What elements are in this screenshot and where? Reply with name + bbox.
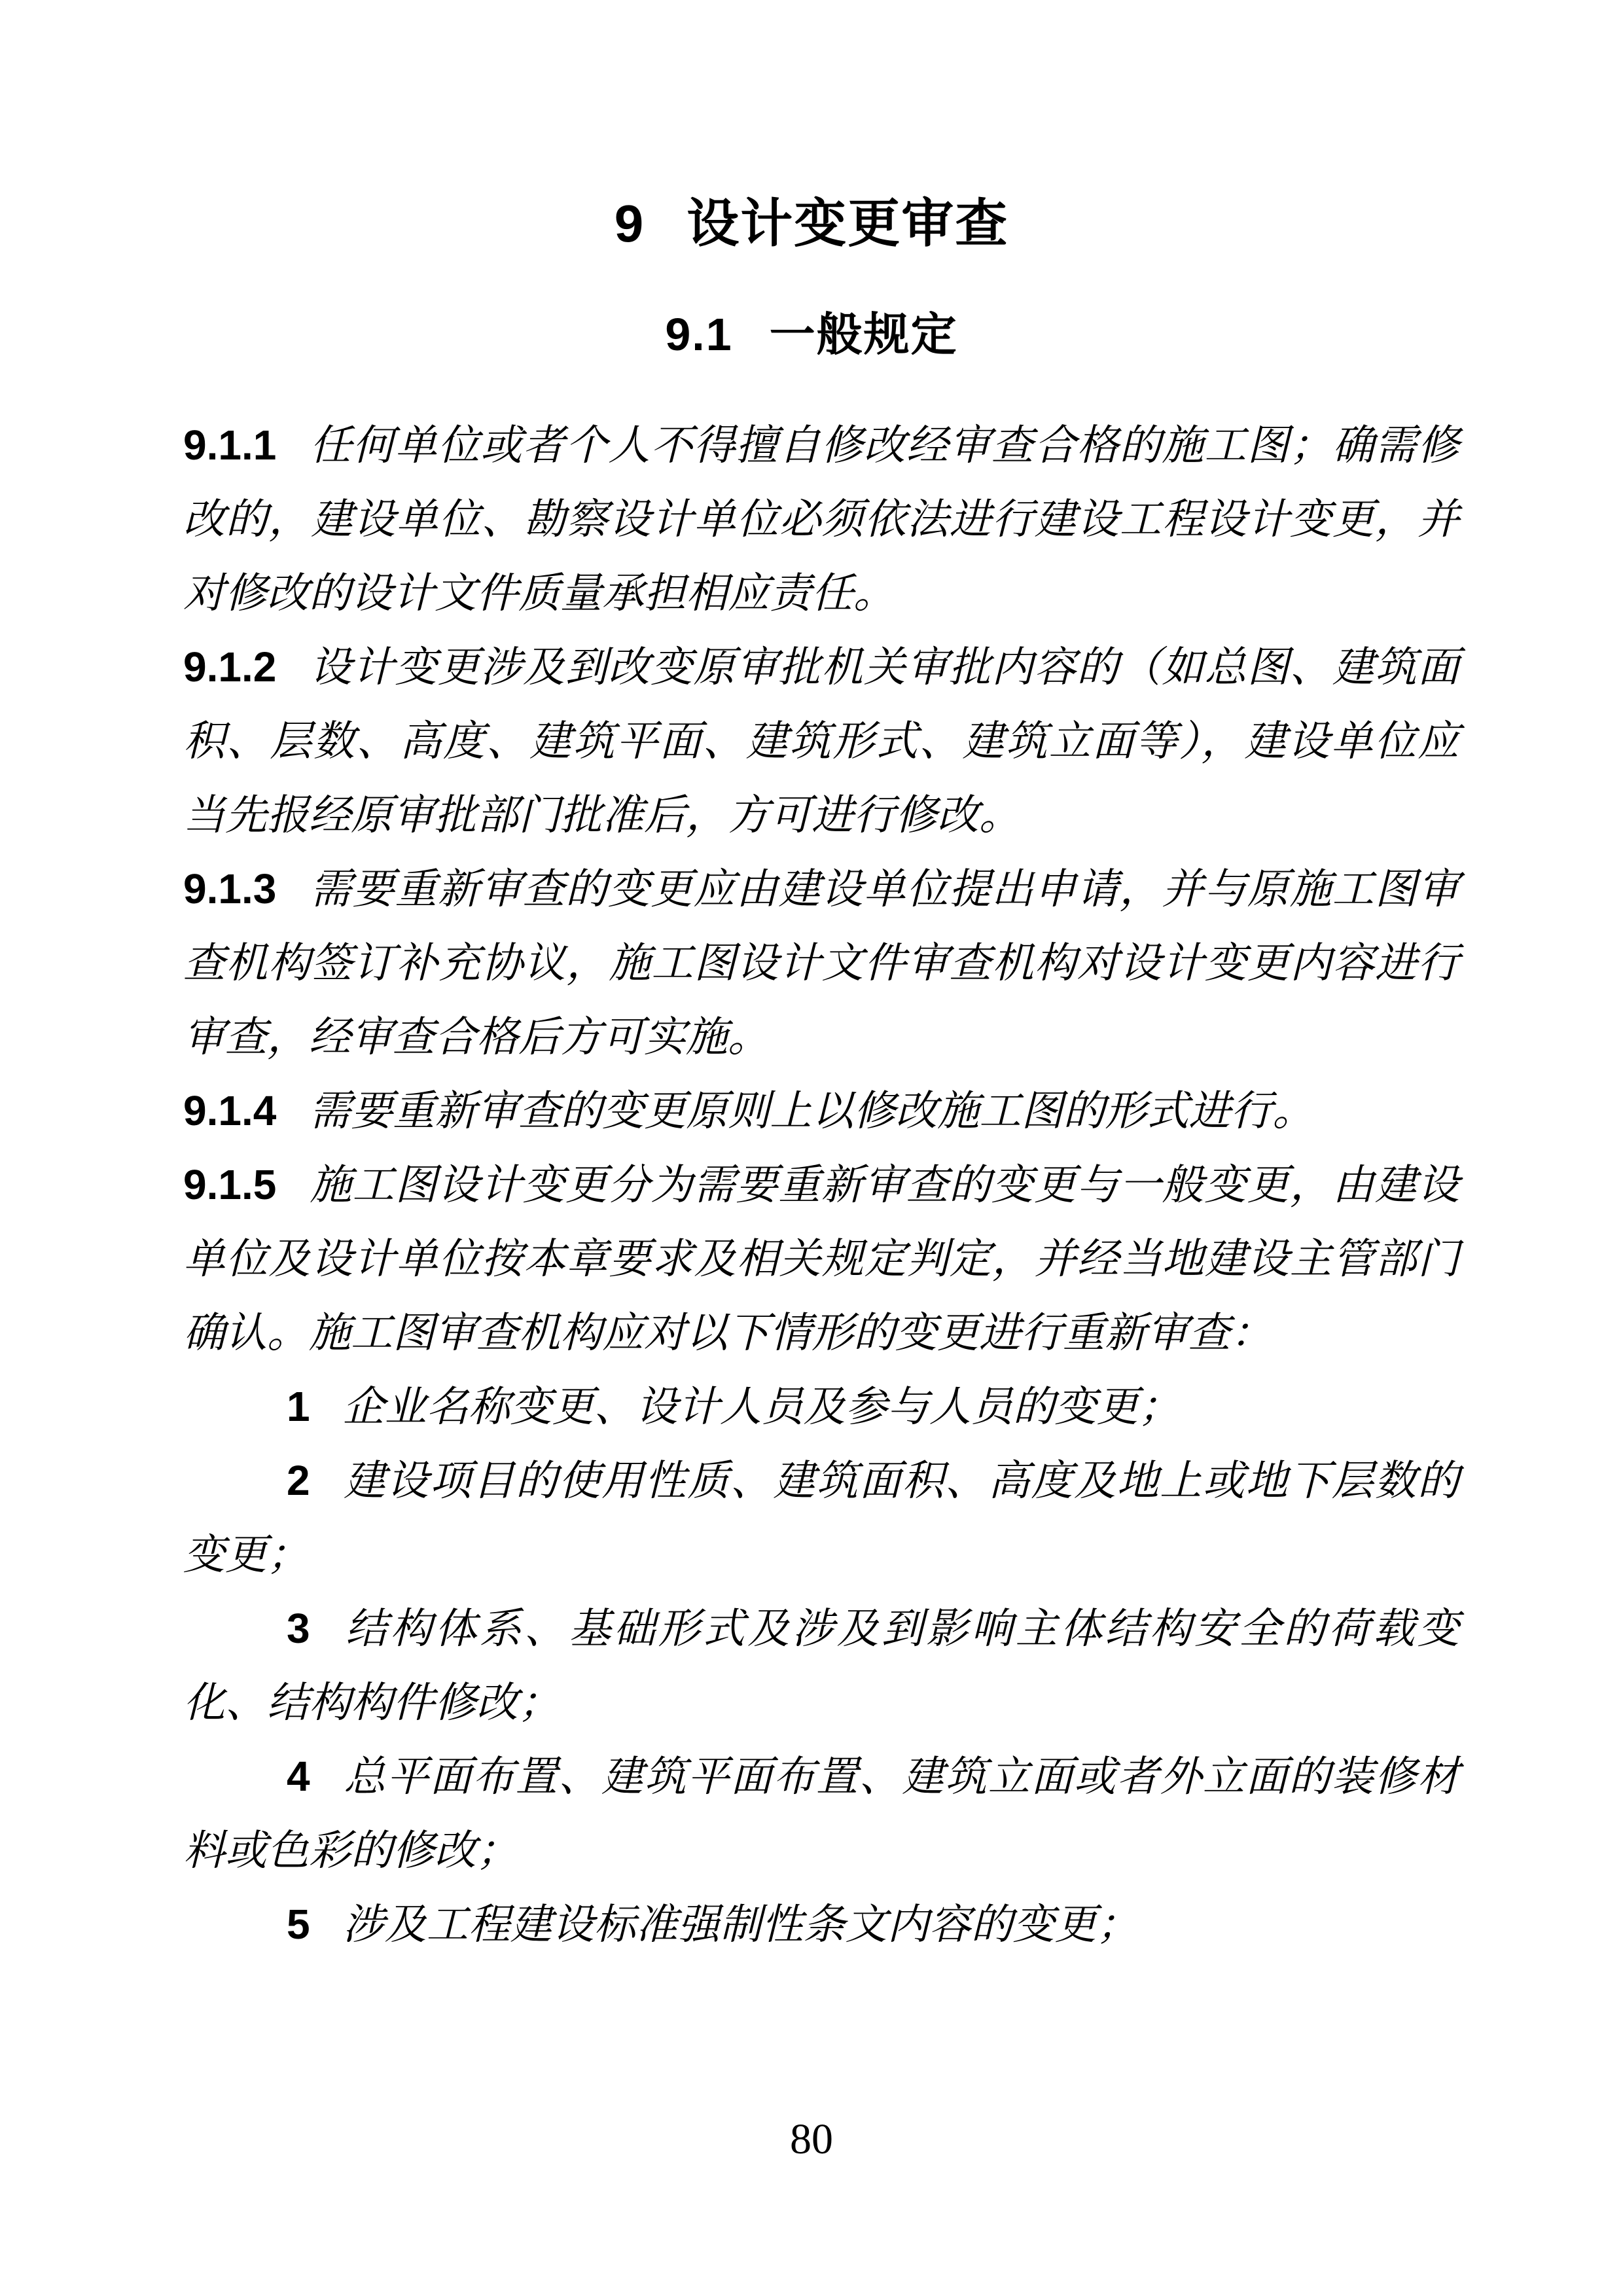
list-item-text: 结构体系、基础形式及涉及到影响主体结构安全的荷载变化、结构构件修改； bbox=[183, 1605, 1459, 1726]
list-item bbox=[183, 1592, 1459, 1740]
list-item bbox=[183, 1444, 1459, 1592]
clause-text: 设计变更涉及到改变原审批机关审批内容的（如总图、建筑面积、层数、高度、建筑平面、建筑形式、建筑立面等），建设单位应当先报经原审批部门批准后，方可进行修改。 bbox=[183, 644, 1459, 838]
clause-number: 9.1.2 bbox=[183, 643, 277, 691]
list-item-number: 2 bbox=[287, 1457, 310, 1504]
clause-paragraph bbox=[183, 1074, 1459, 1148]
body-text-block bbox=[183, 408, 1459, 1962]
section-heading bbox=[0, 305, 1623, 364]
list-item-number: 5 bbox=[287, 1901, 310, 1948]
clause-number: 9.1.1 bbox=[183, 422, 277, 469]
section-number: 9.1 bbox=[665, 309, 733, 360]
clause-paragraph bbox=[183, 1148, 1459, 1370]
page-number: 80 bbox=[790, 2115, 833, 2163]
list-item bbox=[183, 1370, 1459, 1444]
clause-text: 需要重新审查的变更原则上以修改施工图的形式进行。 bbox=[309, 1088, 1315, 1134]
clause-text: 任何单位或者个人不得擅自修改经审查合格的施工图；确需修改的，建设单位、勘察设计单位必须依法进行建设工程设计变更，并对修改的设计文件质量承担相应责任。 bbox=[183, 422, 1459, 617]
clause-paragraph bbox=[183, 852, 1459, 1074]
clause-text: 施工图设计变更分为需要重新审查的变更与一般变更，由建设单位及设计单位按本章要求及相关规定判定，并经当地建设主管部门确认。施工图审查机构应对以下情形的变更进行重新审查： bbox=[183, 1162, 1459, 1356]
list-item bbox=[183, 1740, 1459, 1888]
list-item-number: 4 bbox=[287, 1753, 310, 1800]
chapter-number: 9 bbox=[614, 194, 645, 253]
list-item-number: 3 bbox=[287, 1605, 310, 1652]
clause-paragraph bbox=[183, 408, 1459, 630]
clause-number: 9.1.3 bbox=[183, 865, 277, 912]
clause-text: 需要重新审查的变更应由建设单位提出申请，并与原施工图审查机构签订补充协议，施工图设计文件审查机构对设计变更内容进行审查，经审查合格后方可实施。 bbox=[183, 866, 1459, 1060]
list-item-text: 企业名称变更、设计人员及参与人员的变更； bbox=[342, 1384, 1181, 1430]
list-item-text: 建设项目的使用性质、建筑面积、高度及地上或地下层数的变更； bbox=[183, 1458, 1459, 1578]
clause-number: 9.1.5 bbox=[183, 1161, 277, 1208]
list-item-number: 1 bbox=[287, 1383, 310, 1430]
section-title: 一般规定 bbox=[769, 309, 958, 360]
clause-paragraph bbox=[183, 630, 1459, 852]
clause-number: 9.1.4 bbox=[183, 1087, 277, 1134]
list-item-text: 总平面布置、建筑平面布置、建筑立面或者外立面的装修材料或色彩的修改； bbox=[183, 1753, 1459, 1874]
chapter-title: 设计变更审查 bbox=[687, 194, 1009, 253]
list-item bbox=[183, 1888, 1459, 1962]
list-item-text: 涉及工程建设标准强制性条文内容的变更； bbox=[342, 1901, 1139, 1948]
chapter-heading bbox=[0, 191, 1623, 257]
